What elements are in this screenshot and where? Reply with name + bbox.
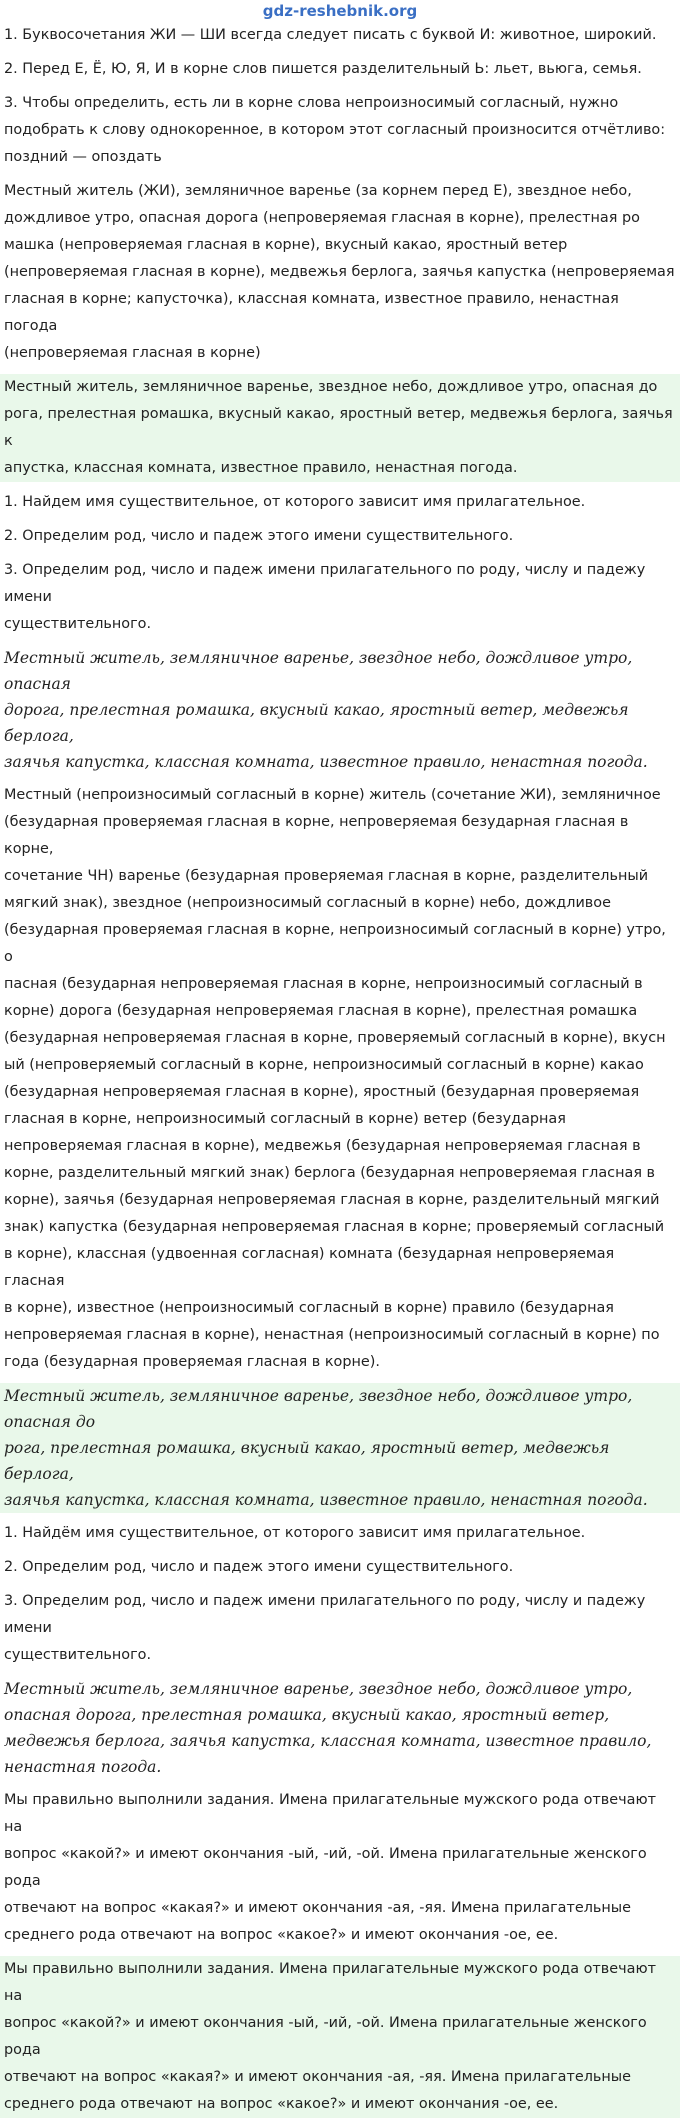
text-line: 3. Определим род, число и падеж имени прилагательного по роду, числу и падежу имени: [4, 562, 646, 605]
text-line: Местный житель, земляничное варенье, звездное небо, дождливое утро, опасная до: [4, 1387, 633, 1431]
text-line: существительного.: [4, 616, 152, 632]
text-line: (безударная непроверяемая гласная в корне), яростный (безударная проверяемая: [4, 1084, 640, 1100]
paragraph-gap: [0, 550, 680, 557]
text-line: 1. Найдём имя существительное, от которого зависит имя прилагательное.: [4, 1525, 586, 1541]
text-line: среднего рода отвечают на вопрос «какое?» и имеют окончания -ое, ее.: [4, 1927, 559, 1943]
text-line: корне) дорога (безударная непроверяемая гласная в корне), прелестная ромашка: [4, 1003, 638, 1019]
text-line: гласная в корне, непроизносимый согласный в корне) ветер (безударная: [4, 1111, 566, 1127]
paragraph-gap: [0, 516, 680, 523]
text-paragraph: [0, 557, 680, 638]
text-line: Местный житель, земляничное варенье, звездное небо, дождливое утро, опасная: [4, 649, 633, 693]
text-paragraph: [0, 489, 680, 516]
answer-block: [0, 1956, 680, 2118]
paragraph-gap: [0, 1780, 680, 1787]
text-line: корне), заячья (безударная непроверяемая гласная в корне, разделительный мягкий: [4, 1192, 660, 1208]
text-line: 1. Буквосочетания ЖИ — ШИ всегда следует писать с буквой И: животное, широкий.: [4, 27, 657, 43]
paragraph-gap: [0, 775, 680, 782]
answer-content: [0, 22, 680, 2125]
text-line: ненастная погода.: [4, 1758, 162, 1776]
text-line: машка (непроверяемая гласная в корне), вкусный какао, яростный ветер: [4, 237, 568, 253]
text-line: Местный житель, земляничное варенье, звездное небо, дождливое утро, опасная до: [4, 379, 658, 395]
paragraph-gap: [0, 1581, 680, 1588]
text-line: Местный житель (ЖИ), земляничное варенье (за корнем перед Е), звездное небо,: [4, 183, 632, 199]
text-line: 1. Найдем имя существительное, от которого зависит имя прилагательное.: [4, 494, 586, 510]
text-line: 3. Чтобы определить, есть ли в корне слова непроизносимый согласный, нужно: [4, 95, 619, 111]
text-paragraph: [0, 56, 680, 83]
text-line: (непроверяемая гласная в корне): [4, 345, 261, 361]
text-line: вопрос «какой?» и имеют окончания -ый, -ий, -ой. Имена прилагательные женского рода: [4, 2015, 647, 2058]
text-paragraph: [0, 645, 680, 775]
paragraph-gap: [0, 49, 680, 56]
paragraph-gap: [0, 638, 680, 645]
text-line: Местный житель, земляничное варенье, звездное небо, дождливое утро,: [4, 1680, 633, 1698]
text-line: пасная (безударная непроверяемая гласная в корне, непроизносимый согласный в: [4, 976, 643, 992]
paragraph-gap: [0, 1547, 680, 1554]
paragraph-gap: [0, 171, 680, 178]
text-line: (безударная проверяемая гласная в корне, непроизносимый согласный в корне) утро, о: [4, 922, 666, 965]
text-line: года (безударная проверяемая гласная в корне).: [4, 1354, 380, 1370]
paragraph-gap: [0, 1669, 680, 1676]
site-header: [0, 0, 680, 22]
text-line: отвечают на вопрос «какая?» и имеют окончания -ая, -яя. Имена прилагательные: [4, 2069, 631, 2085]
paragraph-gap: [0, 1376, 680, 1383]
text-line: в корне), известное (непроизносимый согласный в корне) правило (безударная: [4, 1300, 614, 1316]
text-paragraph: [0, 523, 680, 550]
text-line: медвежья берлога, заячья капустка, классная комната, известное правило,: [4, 1732, 652, 1750]
text-line: Местный (непроизносимый согласный в корне) житель (сочетание ЖИ), земляничное: [4, 787, 661, 803]
text-line: заячья капустка, классная комната, известное правило, ненастная погода.: [4, 1491, 648, 1509]
text-line: гласная в корне; капусточка), классная комната, известное правило, ненастная погода: [4, 291, 619, 334]
paragraph-gap: [0, 1513, 680, 1520]
text-line: непроверяемая гласная в корне), медвежья (безударная непроверяемая гласная в: [4, 1138, 641, 1154]
text-line: в корне), классная (удвоенная согласная) комната (безударная непроверяемая гласная: [4, 1246, 615, 1289]
text-line: Мы правильно выполнили задания. Имена прилагательные мужского рода отвечают на: [4, 1792, 656, 1835]
text-line: отвечают на вопрос «какая?» и имеют окончания -ая, -яя. Имена прилагательные: [4, 1900, 631, 1916]
paragraph-gap: [0, 367, 680, 374]
text-line: ый (непроверяемый согласный в корне, непроизносимый согласный в корне) какао: [4, 1057, 644, 1073]
text-line: корне, разделительный мягкий знак) берлога (безударная непроверяемая гласная в: [4, 1165, 656, 1181]
text-paragraph: [0, 90, 680, 171]
text-paragraph: [0, 1554, 680, 1581]
text-line: знак) капустка (безударная непроверяемая гласная в корне; проверяемый согласный: [4, 1219, 665, 1235]
site-logo-text[interactable]: gdz-reshebnik.org: [262, 2, 418, 20]
text-line: (безударная непроверяемая гласная в корне, проверяемый согласный в корне), вкусн: [4, 1030, 666, 1046]
text-line: (непроверяемая гласная в корне), медвежья берлога, заячья капустка (непроверяемая: [4, 264, 675, 280]
text-line: дождливое утро, опасная дорога (непроверяемая гласная в корне), прелестная ро: [4, 210, 640, 226]
text-line: мягкий знак), звездное (непроизносимый согласный в корне) небо, дождливое: [4, 895, 611, 911]
text-line: рога, прелестная ромашка, вкусный какао, яростный ветер, медвежья берлога,: [4, 1439, 610, 1483]
text-line: дорога, прелестная ромашка, вкусный какао, яростный ветер, медвежья берлога,: [4, 701, 629, 745]
text-line: 2. Определим род, число и падеж этого имени существительного.: [4, 528, 514, 544]
text-line: рога, прелестная ромашка, вкусный какао, яростный ветер, медвежья берлога, заячья к: [4, 406, 673, 449]
paragraph-gap: [0, 83, 680, 90]
text-paragraph: [0, 782, 680, 1376]
text-line: опасная дорога, прелестная ромашка, вкусный какао, яростный ветер,: [4, 1706, 610, 1724]
text-line: заячья капустка, классная комната, известное правило, ненастная погода.: [4, 753, 648, 771]
text-line: (безударная проверяемая гласная в корне, непроверяемая безударная гласная в корне,: [4, 814, 629, 857]
text-line: поздний — опоздать: [4, 149, 162, 165]
text-line: непроверяемая гласная в корне), ненастная (непроизносимый согласный в корне) по: [4, 1327, 660, 1343]
answer-block: [0, 1383, 680, 1513]
text-line: апустка, классная комната, известное правило, ненастная погода.: [4, 460, 518, 476]
text-paragraph: [0, 178, 680, 367]
text-paragraph: [0, 1676, 680, 1780]
text-line: сочетание ЧН) варенье (безударная проверяемая гласная в корне, разделительный: [4, 868, 649, 884]
text-line: Мы правильно выполнили задания. Имена прилагательные мужского рода отвечают на: [4, 1961, 656, 2004]
text-paragraph: [0, 1787, 680, 1949]
text-paragraph: [0, 1588, 680, 1669]
text-line: вопрос «какой?» и имеют окончания -ый, -ий, -ой. Имена прилагательные женского рода: [4, 1846, 647, 1889]
text-line: 2. Перед Е, Ё, Ю, Я, И в корне слов пишется разделительный Ь: льет, вьюга, семья.: [4, 61, 642, 77]
paragraph-gap: [0, 2118, 680, 2125]
text-line: подобрать к слову однокоренное, в котором этот согласный произносится отчётливо:: [4, 122, 666, 138]
text-line: 2. Определим род, число и падеж этого имени существительного.: [4, 1559, 514, 1575]
text-paragraph: [0, 1520, 680, 1547]
paragraph-gap: [0, 482, 680, 489]
text-line: среднего рода отвечают на вопрос «какое?» и имеют окончания -ое, ее.: [4, 2096, 559, 2112]
answer-block: [0, 374, 680, 482]
text-paragraph: [0, 22, 680, 49]
text-line: 3. Определим род, число и падеж имени прилагательного по роду, числу и падежу имени: [4, 1593, 646, 1636]
text-line: существительного.: [4, 1647, 152, 1663]
paragraph-gap: [0, 1949, 680, 1956]
